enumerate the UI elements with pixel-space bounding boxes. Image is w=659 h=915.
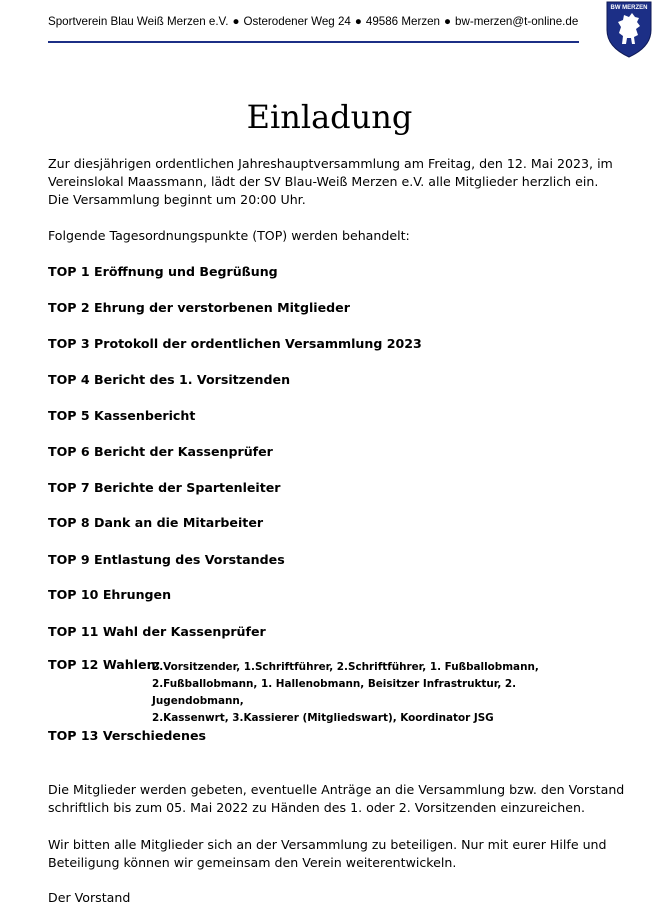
club-name: Sportverein Blau Weiß Merzen e.V. (48, 15, 229, 28)
signature: Der Vorstand (48, 890, 131, 905)
agenda-item: TOP 7 Berichte der Spartenleiter (48, 480, 281, 495)
intro-line: Zur diesjährigen ordentlichen Jahreshauptversammlung am Freitag, den 12. Mai 2023, im (48, 156, 613, 171)
agenda-item: TOP 3 Protokoll der ordentlichen Versammlung 2023 (48, 336, 422, 351)
agenda-intro: Folgende Tagesordnungspunkte (TOP) werden behandelt: (48, 228, 410, 243)
appeal-paragraph (48, 836, 628, 872)
agenda-item: TOP 5 Kassenbericht (48, 408, 196, 423)
appeal-line: Wir bitten alle Mitglieder sich an der Versammlung zu beteiligen. Nur mit eurer Hilfe und (48, 837, 607, 852)
club-city: 49586 Merzen (365, 15, 441, 28)
agenda-item: TOP 13 Verschiedenes (48, 728, 206, 743)
antraege-line: Die Mitglieder werden gebeten, eventuelle Anträge an die Versammlung bzw. den Vorstand (48, 782, 625, 797)
separator-dot: ● (232, 15, 240, 28)
header-rule (48, 41, 579, 43)
agenda-item: TOP 1 Eröffnung und Begrüßung (48, 264, 278, 279)
agenda-item: TOP 10 Ehrungen (48, 587, 172, 602)
club-crest-logo (604, 0, 654, 58)
intro-paragraph (48, 155, 628, 209)
wahlen-line: 2.Kassenwrt, 3.Kassierer (Mitgliedswart), Koordinator JSG (152, 712, 494, 724)
club-street: Osterodener Weg 24 (243, 15, 351, 28)
intro-line: Vereinslokal Maassmann, lädt der SV Blau-Weiß Merzen e.V. alle Mitglieder herzlich ein. (48, 174, 599, 189)
club-email: bw-merzen@t-online.de (455, 15, 579, 28)
page-title: Einladung (246, 98, 413, 136)
agenda-item: TOP 9 Entlastung des Vorstandes (48, 552, 285, 567)
agenda-item: TOP 2 Ehrung der verstorbenen Mitglieder (48, 300, 350, 315)
separator-dot: ● (354, 15, 362, 28)
agenda-item: TOP 4 Bericht des 1. Vorsitzenden (48, 372, 291, 387)
wahlen-positions (152, 659, 602, 727)
wahlen-line: 2.Fußballobmann, 1. Hallenobmann, Beisitzer Infrastruktur, 2. Jugendobmann, (152, 678, 517, 707)
agenda-item: TOP 11 Wahl der Kassenprüfer (48, 624, 266, 639)
intro-line: Die Versammlung beginnt um 20:00 Uhr. (48, 192, 306, 207)
antraege-line: schriftlich bis zum 05. Mai 2022 zu Händen des 1. oder 2. Vorsitzenden einzureichen. (48, 800, 585, 815)
agenda-item: TOP 8 Dank an die Mitarbeiter (48, 515, 264, 530)
appeal-line: Beteiligung können wir gemeinsam den Verein weiterentwickeln. (48, 855, 457, 870)
wahlen-line: 2.Vorsitzender, 1.Schriftführer, 2.Schriftführer, 1. Fußballobmann, (152, 661, 539, 673)
separator-dot: ● (444, 15, 452, 28)
agenda-item-wahlen: TOP 12 Wahlen: (48, 657, 161, 672)
antraege-paragraph (48, 781, 628, 817)
svg-text:BW MERZEN: BW MERZEN (610, 5, 648, 11)
letterhead (48, 15, 578, 28)
agenda-item: TOP 6 Bericht der Kassenprüfer (48, 444, 273, 459)
